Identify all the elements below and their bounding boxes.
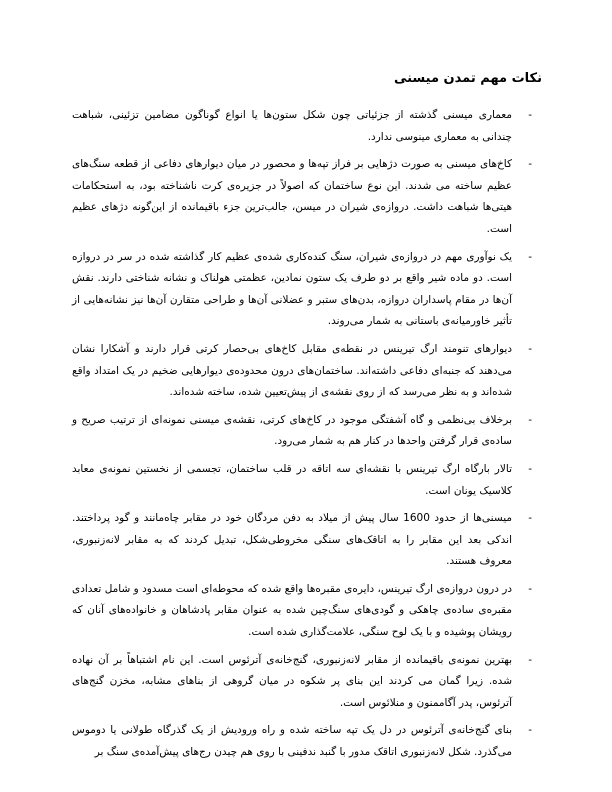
page-title: نکات مهم تمدن میسنی — [393, 71, 542, 86]
dash-bullet-icon: - — [528, 250, 532, 263]
list-item-text: دیوارهای تنومند ارگ تیرینس در نقطه‌ی مقابل کاخ‌های بی‌حصار کرتی قرار دارند و آشکارا نشان می‌دهند که جنبه‌ای دفاعی داشته‌اند. ساختمان‌های درون محدوده‌ی دیوارهایی ضخیم در یک امتداد واقع شده‌اند و به نظر می‌رسد که از روی نقشه‌ی از پیش‌تعیین شده، ساخته شده‌اند. — [72, 342, 512, 399]
list-item-text: میسنی‌ها از حدود 1600 سال پیش از میلاد به دفن مردگان خود در مقابر چاه‌مانند و گود پرداختند. اندکی بعد این مقابر را به اتاقک‌های سنگی مخروطی‌شکل، تبدیل کردند که به مقابر لانه‌زنبوری، معروف هستند. — [72, 512, 512, 568]
dash-bullet-icon: - — [528, 342, 532, 355]
list-item — [72, 105, 532, 148]
list-item — [72, 459, 532, 502]
list-item-text: یک نوآوری مهم در دروازه‌ی شیران، سنگ کنده‌کاری شده‌ی عظیم کار گذاشته شده در سر در دروازه است. دو ماده شیر واقع بر دو طرف یک ستون نمادین، عظمتی هولناک و نشانه شناختی دارند. نقش آن‌ها در مقام پاسداران دروازه، بدن‌های ستبر و عضلانی آن‌ها و طراحی متقارن آن‌ها نیز نشانه‌هایی از تأثیر خاورمیانه‌ی باستانی به شمار می‌روند. — [72, 250, 512, 328]
bullet-list — [72, 105, 532, 770]
list-item — [72, 720, 532, 763]
list-item — [72, 247, 532, 333]
dash-bullet-icon: - — [528, 653, 532, 666]
list-item — [72, 339, 532, 404]
dash-bullet-icon: - — [528, 158, 532, 171]
list-item-text: بهترین نمونه‌ی باقیمانده از مقابر لانه‌زنبوری، گنج‌خانه‌ی آترئوس است. این نام اشتباهاً بر آن نهاده شده. زیرا گمان می کردند این بنای پر شکوه در میان گروهی از بناهای مشابه، مخزن گنج‌های آترئوس، پدر آگاممنون و منلائوس است. — [72, 653, 512, 709]
dash-bullet-icon: - — [528, 512, 532, 525]
list-item — [72, 650, 532, 715]
list-item-text: بنای گنج‌خانه‌ی آترئوس در دل یک تپه ساخته شده و راه ورودیش از یک گذرگاه طولانی یا دوموس می‌گذرد. شکل لانه‌زنبوری اتاقک مدور با گنبد ندفینی با روی هم چیدن رج‌های پیش‌آمده‌ی سنگ بر — [72, 724, 512, 759]
list-item — [72, 579, 532, 644]
list-item — [72, 154, 532, 240]
list-item-text: برخلاف بی‌نظمی و گاه آشفتگی موجود در کاخ‌های کرتی، نقشه‌ی میسنی نمونه‌ای از ترتیب صریح و ساده‌ی قرار گرفتن واحدها در کنار هم به شمار می‌رود. — [72, 413, 512, 448]
list-item-text: تالار بارگاه ارگ تیرینس با نقشه‌ای سه اتاقه در قلب ساختمان، تجسمی از نخستین نمونه‌ی معابد کلاسیک یونان است. — [72, 462, 512, 497]
list-item — [72, 508, 532, 573]
dash-bullet-icon: - — [528, 724, 532, 737]
list-item-text: کاخ‌های میسنی به صورت دژهایی بر فراز تپه‌ها و محصور در میان دیوارهای دفاعی از قطعه سنگ‌های عظیم ساخته می شدند. این نوع ساختمان که اصولاً در جزیره‌ی کرت ناشناخته بود، به استحکامات هیتی‌ها شباهت داشت. دروازه‌ی شیران در میسن، جالب‌ترین جزء باقیمانده از این‌گونه دژهای عظیم است. — [72, 158, 512, 235]
list-item-text: در درون دروازه‌ی ارگ تیرینس، دایره‌ی مقبره‌ها واقع شده که محوطه‌ای است مسدود و شامل تعدادی مقبره‌ی ساده‌ی چاهکی و گودی‌های سنگ‌چین شده به عنوان مقابر پادشاهان و خانواده‌های آنان که رویشان پوشیده و با یک لوح سنگی، علامت‌گذاری شده است. — [72, 582, 512, 639]
dash-bullet-icon: - — [528, 413, 532, 426]
dash-bullet-icon: - — [528, 109, 532, 121]
dash-bullet-icon: - — [528, 582, 532, 595]
dash-bullet-icon: - — [528, 462, 532, 475]
list-item-text: معماری میسنی گذشته از جزئیاتی چون شکل ستون‌ها یا انواع گوناگون مضامین تزئینی، شباهت چندانی به معماری مینوسی ندارد. — [72, 109, 512, 143]
list-item — [72, 410, 532, 453]
